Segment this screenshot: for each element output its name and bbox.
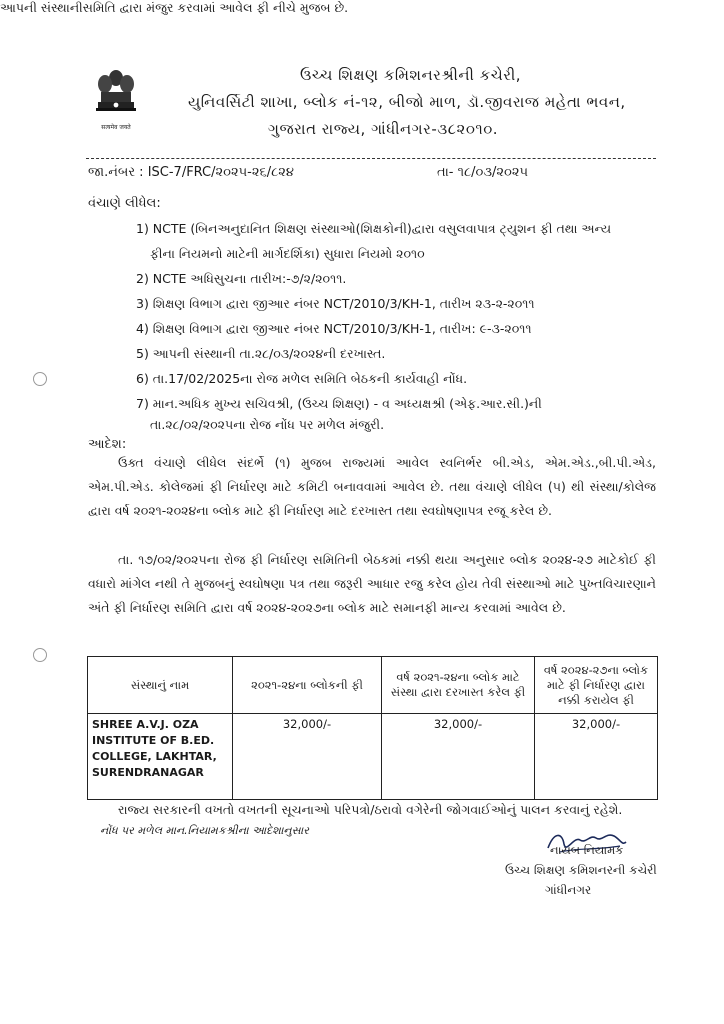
order-paragraph-3: આપની સંસ્થાનીસમિતિ દ્વારા મંજુર કરવામાં આવેલ ફી નીચે મુજબ છે. bbox=[0, 0, 349, 15]
column-header: વર્ષ ૨૦૨૪-૨૭ના બ્લોક માટે ફી નિર્ધારણ દ્વારા નક્કી કરાયેલ ફી bbox=[535, 657, 658, 714]
lion-capital-icon bbox=[92, 66, 140, 122]
fee-table bbox=[87, 656, 658, 800]
reference-item: તા.૨૮/૦૨/૨૦૨૫ના રોજ નોંધ પર મળેલ મંજુરી. bbox=[150, 417, 385, 432]
signatory-office: ઉચ્ચ શિક્ષણ કમિશનરની કચેરી bbox=[505, 863, 657, 877]
order-paragraph-2: તા. ૧૭/૦૨/૨૦૨૫ના રોજ ફી નિર્ધારણ સમિતિની બેઠકમાં નક્કી થયા અનુસાર બ્લોક ૨૦૨૪-૨૭ માટેકોઈ ફી વધારો માંગેલ નથી તે મુજબનું સ્વઘોષણા પત્ર તથા જરૂરી આધાર રજુ કરેલ હોય તેવી સંસ્થાઓ માટે પુખ્તવિચારણાને અંતે ફી નિર્ધારણ સમિતિ દ્વારા વર્ષ ૨૦૨૪-૨૦૨૭ના બ્લોક માટે સમાનફી માન્ય કરવામાં આવેલ છે. bbox=[88, 552, 656, 615]
institute-name-cell: SHREE A.V.J. OZA INSTITUTE OF B.ED. COLLEGE, LAKHTAR, SURENDRANAGAR bbox=[88, 714, 233, 800]
header-divider bbox=[86, 158, 656, 159]
reference-item: 1) NCTE (બિનઅનુદાનિત શિક્ષણ સંસ્થાઓ(શિક્ષકોની)દ્વારા વસુલવાપાત્ર ટ્યુશન ફી તથા અન્ય bbox=[136, 221, 612, 236]
column-header: ૨૦૨૧-૨૪ના બ્લોકની ફી bbox=[233, 657, 382, 714]
reference-item: 7) માન.અધિક મુખ્ય સચિવશ્રી, (ઉચ્ચ શિક્ષણ) - વ અધ્યક્ષશ્રી (એફ.આર.સી.)ની bbox=[136, 396, 542, 411]
reference-number: જા.નંબર : ISC-7/FRC/૨૦૨૫-૨૬/૮૨૪ bbox=[88, 165, 294, 180]
order-title: આદેશ: bbox=[88, 437, 127, 452]
order-paragraph-1: ઉક્ત વંચાણે લીધેલ સંદર્ભે (૧) મુજબ રાજ્યમાં આવેલ સ્વનિર્ભર બી.એડ, એમ.એડ.,બી.પી.એડ, એમ.પી.એડ. કોલેજમાં ફી નિર્ધારણ માટે કમિટી બનાવવામાં આવેલ છે. તથા વંચાણે લીધેલ (૫) થી સંસ્થા/કોલેજ દ્વારા વર્ષ ૨૦૨૧-૨૦૨૪ના બ્લોક માટે ફી નિર્ધારણ માટે દરખાસ્ત તથા સ્વઘોષણાપત્ર રજૂ કરેલ છે. bbox=[88, 455, 656, 518]
emblem-motto: सत्यमेव जयते bbox=[101, 124, 131, 131]
signatory-title: નાયબ નિયામક bbox=[550, 843, 624, 857]
reference-item: 6) તા.17/02/2025ના રોજ મળેલ સમિતિ બેઠકની કાર્યવાહી નોંધ. bbox=[136, 371, 468, 386]
reference-item: ફીના નિયમનો માટેની માર્ગદર્શિકા) સુધારા નિયમો ૨૦૧૦ bbox=[150, 246, 425, 261]
punch-hole bbox=[33, 648, 47, 662]
fee-cell: 32,000/- bbox=[233, 714, 382, 800]
reference-item: 3) શિક્ષણ વિભાગ દ્વારા જીઆર નંબર NCT/2010/3/KH-1, તારીખ ૨૩-૨-૨૦૧૧ bbox=[136, 296, 535, 311]
column-header: સંસ્થાનું નામ bbox=[88, 657, 233, 714]
compliance-note: રાજ્ય સરકારની વખતો વખતની સૂચનાઓ પરિપત્રો/ઠરાવો વગેરેની જોગવાઈઓનું પાલન કરવાનું રહેશે. bbox=[118, 802, 623, 817]
reference-item: 5) આપની સંસ્થાની તા.૨૮/૦૩/૨૦૨૪ની દરખાસ્ત. bbox=[136, 346, 386, 361]
office-address: યુનિવર્સિટી શાખા, બ્લોક નં-૧૨, બીજો માળ, ડૉ.જીવરાજ મહેતા ભવન, bbox=[188, 93, 626, 111]
table-row bbox=[88, 714, 658, 800]
column-header: વર્ષ ૨૦૨૧-૨૪ના બ્લોક માટે સંસ્થા દ્વારા દરખાસ્ત કરેલ ફી bbox=[382, 657, 535, 714]
table-header-row bbox=[88, 657, 658, 714]
office-name: ઉચ્ચ શિક્ષણ કમિશનરશ્રીની કચેરી, bbox=[300, 66, 522, 84]
fee-cell: 32,000/- bbox=[535, 714, 658, 800]
punch-hole bbox=[33, 372, 47, 386]
fee-cell: 32,000/- bbox=[382, 714, 535, 800]
signatory-place: ગાંધીનગર bbox=[545, 883, 592, 897]
reference-item: 4) શિક્ષણ વિભાગ દ્વારા જીઆર નંબર NCT/2010/3/KH-1, તારીખ: ૯-૩-૨૦૧૧ bbox=[136, 321, 532, 336]
read-title: વંચાણે લીધેલ: bbox=[88, 196, 161, 211]
office-city: ગુજરાત રાજ્ય, ગાંધીનગર-૩૮૨૦૧૦. bbox=[268, 120, 499, 138]
national-emblem bbox=[92, 66, 140, 138]
reference-date: તા- ૧૮/૦૩/૨૦૨૫ bbox=[437, 165, 529, 180]
by-order-note: નોંધ પર મળેલ માન.નિયામકશ્રીના આદેશાનુસાર bbox=[100, 824, 309, 837]
reference-item: 2) NCTE અધિસુચના તારીખ:-૭/૨/૨૦૧૧. bbox=[136, 271, 347, 286]
